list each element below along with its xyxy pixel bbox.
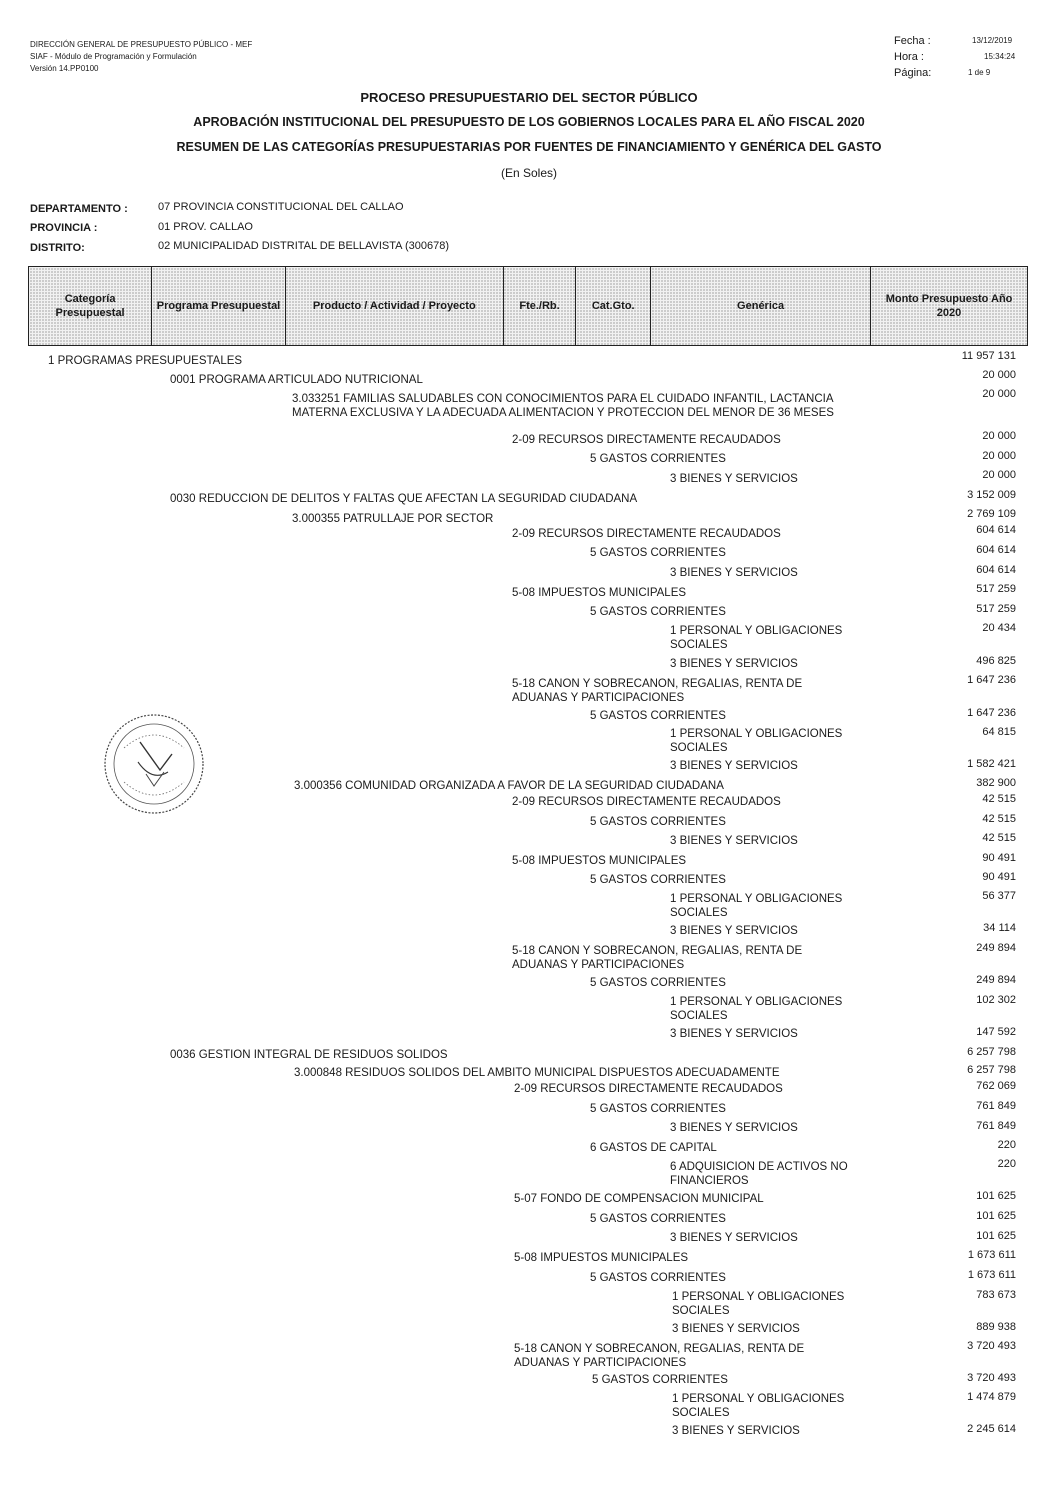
row-generica: 1 PERSONAL Y OBLIGACIONES SOCIALES: [670, 996, 843, 1022]
row-catgasto: 5 GASTOS CORRIENTES: [590, 1213, 726, 1225]
row-catgasto: 5 GASTOS CORRIENTES: [590, 977, 726, 989]
row-amount: 1 673 611: [967, 1249, 1016, 1261]
row-fuente: 5-08 IMPUESTOS MUNICIPALES: [514, 1252, 689, 1264]
row-amount: 3 720 493: [967, 1372, 1016, 1384]
row-amount: 56 377: [982, 890, 1016, 902]
row-amount: 90 491: [982, 852, 1016, 864]
row-amount: 20 000: [982, 369, 1016, 381]
row-fuente: 2-09 RECURSOS DIRECTAMENTE RECAUDADOS: [514, 1083, 783, 1095]
row-fuente: 5-18 CANON Y SOBRECANON, REGALIAS, RENTA DE ADUANAS Y PARTICIPACIONES: [512, 678, 803, 704]
prov-value: 01 PROV. CALLAO: [158, 221, 253, 233]
dep-label: DEPARTAMENTO :: [30, 203, 128, 215]
col-producto: Producto / Actividad / Proyecto: [285, 267, 503, 346]
row-amount: 604 614: [976, 544, 1016, 556]
row-amount: 604 614: [976, 524, 1016, 536]
row-program: 0036 GESTION INTEGRAL DE RESIDUOS SOLIDOS: [170, 1049, 448, 1061]
col-generica: Genérica: [651, 267, 871, 346]
row-amount: 382 900: [976, 777, 1016, 789]
row-generica: 1 PERSONAL Y OBLIGACIONES SOCIALES: [670, 893, 843, 919]
row-amount: 2 245 614: [967, 1423, 1016, 1435]
row-amount: 20 434: [982, 622, 1016, 634]
row-amount: 761 849: [976, 1120, 1016, 1132]
row-catgasto: 6 GASTOS DE CAPITAL: [590, 1142, 717, 1154]
row-generica: 1 PERSONAL Y OBLIGACIONES SOCIALES: [670, 728, 843, 754]
row-generica: 3 BIENES Y SERVICIOS: [670, 925, 798, 937]
row-amount: 34 114: [983, 922, 1016, 934]
row-product: 3.033251 FAMILIAS SALUDABLES CON CONOCIMIENTOS PARA EL CUIDADO INFANTIL, LACTANCIA MATERNA EXCLUSIVA Y LA ADECUADA ALIMENTACION Y PROTECCION DEL MENOR DE 36 MESES: [292, 393, 834, 419]
row-catgasto: 5 GASTOS CORRIENTES: [590, 874, 726, 886]
row-product: 3.000355 PATRULLAJE POR SECTOR: [292, 513, 494, 525]
dist-label: DISTRITO:: [30, 242, 85, 254]
row-catgasto: 5 GASTOS CORRIENTES: [592, 1374, 728, 1386]
row-catgasto: 5 GASTOS CORRIENTES: [590, 710, 726, 722]
row-amount: 220: [997, 1139, 1016, 1151]
row-product: 3.000356 COMUNIDAD ORGANIZADA A FAVOR DE LA SEGURIDAD CIUDADANA: [294, 780, 724, 792]
row-amount: 249 894: [976, 942, 1016, 954]
row-amount: 42 515: [982, 832, 1016, 844]
row-amount: 496 825: [976, 655, 1016, 667]
pagina-value: 1 de 9: [968, 68, 991, 77]
row-fuente: 5-08 IMPUESTOS MUNICIPALES: [512, 855, 687, 867]
row-catgasto: 5 GASTOS CORRIENTES: [590, 1103, 726, 1115]
row-fuente: 5-07 FONDO DE COMPENSACION MUNICIPAL: [514, 1193, 764, 1205]
row-amount: 517 259: [976, 583, 1016, 595]
row-amount: 101 625: [976, 1190, 1016, 1202]
row-amount: 102 302: [976, 994, 1016, 1006]
row-generica: 3 BIENES Y SERVICIOS: [670, 1028, 798, 1040]
hora-value: 15:34:24: [984, 52, 1016, 61]
row-amount: 3 720 493: [967, 1340, 1016, 1352]
row-generica: 3 BIENES Y SERVICIOS: [670, 1122, 798, 1134]
row-amount: 20 000: [982, 388, 1016, 400]
row-fuente: 5-18 CANON Y SOBRECANON, REGALIAS, RENTA DE ADUANAS Y PARTICIPACIONES: [514, 1343, 805, 1369]
column-header: [28, 266, 1028, 346]
col-catgto: Cat.Gto.: [576, 267, 651, 346]
prov-label: PROVINCIA :: [30, 222, 98, 234]
row-program: 0001 PROGRAMA ARTICULADO NUTRICIONAL: [170, 374, 423, 386]
row-amount: 220: [997, 1158, 1016, 1170]
row-amount: 42 515: [982, 793, 1016, 805]
org-line-3: Versión 14.PP0100: [30, 64, 99, 73]
row-amount: 1 673 611: [967, 1269, 1016, 1281]
row-generica: 3 BIENES Y SERVICIOS: [672, 1323, 800, 1335]
row-amount: 762 069: [976, 1080, 1016, 1092]
row-amount: 783 673: [976, 1289, 1016, 1301]
row-generica: 3 BIENES Y SERVICIOS: [672, 1425, 800, 1437]
row-amount: 6 257 798: [967, 1064, 1016, 1076]
row-amount: 604 614: [976, 564, 1016, 576]
row-amount: 761 849: [976, 1100, 1016, 1112]
title-3: RESUMEN DE LAS CATEGORÍAS PRESUPUESTARIAS POR FUENTES DE FINANCIAMIENTO Y GENÉRICA DEL GASTO: [176, 140, 882, 154]
row-catgasto: 5 GASTOS CORRIENTES: [590, 606, 726, 618]
row-amount: 147 592: [976, 1026, 1016, 1038]
org-line-2: SIAF - Módulo de Programación y Formulación: [30, 52, 197, 61]
row-fuente: 5-18 CANON Y SOBRECANON, REGALIAS, RENTA DE ADUANAS Y PARTICIPACIONES: [512, 945, 803, 971]
row-generica: 3 BIENES Y SERVICIOS: [670, 567, 798, 579]
row-generica: 1 PERSONAL Y OBLIGACIONES SOCIALES: [672, 1291, 845, 1317]
fecha-label: Fecha :: [894, 35, 931, 47]
row-catgasto: 5 GASTOS CORRIENTES: [590, 1272, 726, 1284]
title-1: PROCESO PRESUPUESTARIO DEL SECTOR PÚBLICO: [360, 90, 698, 105]
col-monto: Monto Presupuesto Año 2020: [871, 267, 1028, 346]
row-generica: 6 ADQUISICION DE ACTIVOS NO FINANCIEROS: [670, 1161, 848, 1187]
row-amount: 517 259: [976, 603, 1016, 615]
row-generica: 3 BIENES Y SERVICIOS: [670, 1232, 798, 1244]
row-amount: 2 769 109: [967, 508, 1016, 520]
col-fte: Fte./Rb.: [503, 267, 576, 346]
row-amount: 101 625: [976, 1230, 1016, 1242]
row-fuente: 2-09 RECURSOS DIRECTAMENTE RECAUDADOS: [512, 434, 781, 446]
row-amount: 1 582 421: [967, 758, 1016, 770]
title-units: (En Soles): [500, 166, 558, 180]
row-amount: 1 474 879: [967, 1391, 1016, 1403]
row-generica: 3 BIENES Y SERVICIOS: [670, 658, 798, 670]
row-amount: 64 815: [982, 726, 1016, 738]
row-program: 0030 REDUCCION DE DELITOS Y FALTAS QUE AFECTAN LA SEGURIDAD CIUDADANA: [170, 493, 638, 505]
row-category: 1 PROGRAMAS PRESUPUESTALES: [48, 355, 243, 367]
col-programa: Programa Presupuestal: [152, 267, 286, 346]
hora-label: Hora :: [894, 51, 924, 63]
row-catgasto: 5 GASTOS CORRIENTES: [590, 453, 726, 465]
row-amount: 889 938: [976, 1321, 1016, 1333]
fecha-value: 13/12/2019: [972, 36, 1013, 45]
official-seal-icon: [102, 712, 206, 816]
row-product: 3.000848 RESIDUOS SOLIDOS DEL AMBITO MUNICIPAL DISPUESTOS ADECUADAMENTE: [294, 1067, 780, 1079]
dist-value: 02 MUNICIPALIDAD DISTRITAL DE BELLAVISTA (300678): [158, 240, 449, 252]
row-amount: 6 257 798: [967, 1046, 1016, 1058]
row-amount: 42 515: [982, 813, 1016, 825]
row-amount: 101 625: [976, 1210, 1016, 1222]
row-amount: 3 152 009: [967, 489, 1016, 501]
row-generica: 3 BIENES Y SERVICIOS: [670, 760, 798, 772]
row-catgasto: 5 GASTOS CORRIENTES: [590, 816, 726, 828]
row-amount: 90 491: [982, 871, 1016, 883]
row-amount: 20 000: [982, 430, 1016, 442]
title-2: APROBACIÓN INSTITUCIONAL DEL PRESUPUESTO DE LOS GOBIERNOS LOCALES PARA EL AÑO FISCAL 2020: [193, 115, 865, 129]
row-amount: 249 894: [976, 974, 1016, 986]
row-generica: 1 PERSONAL Y OBLIGACIONES SOCIALES: [672, 1393, 845, 1419]
row-amount: 11 957 131: [961, 350, 1016, 362]
org-line-1: DIRECCIÓN GENERAL DE PRESUPUESTO PÚBLICO - MEF: [30, 40, 253, 49]
row-fuente: 5-08 IMPUESTOS MUNICIPALES: [512, 587, 687, 599]
row-catgasto: 5 GASTOS CORRIENTES: [590, 547, 726, 559]
dep-value: 07 PROVINCIA CONSTITUCIONAL DEL CALLAO: [158, 201, 404, 213]
row-amount: 1 647 236: [967, 707, 1016, 719]
row-amount: 1 647 236: [967, 674, 1016, 686]
row-fuente: 2-09 RECURSOS DIRECTAMENTE RECAUDADOS: [512, 796, 781, 808]
col-categoria: Categoría Presupuestal: [29, 267, 152, 346]
pagina-label: Página:: [894, 67, 932, 79]
row-amount: 20 000: [982, 469, 1016, 481]
row-generica: 3 BIENES Y SERVICIOS: [670, 835, 798, 847]
row-fuente: 2-09 RECURSOS DIRECTAMENTE RECAUDADOS: [512, 528, 781, 540]
row-amount: 20 000: [982, 450, 1016, 462]
row-generica: 3 BIENES Y SERVICIOS: [670, 473, 798, 485]
row-generica: 1 PERSONAL Y OBLIGACIONES SOCIALES: [670, 625, 843, 651]
